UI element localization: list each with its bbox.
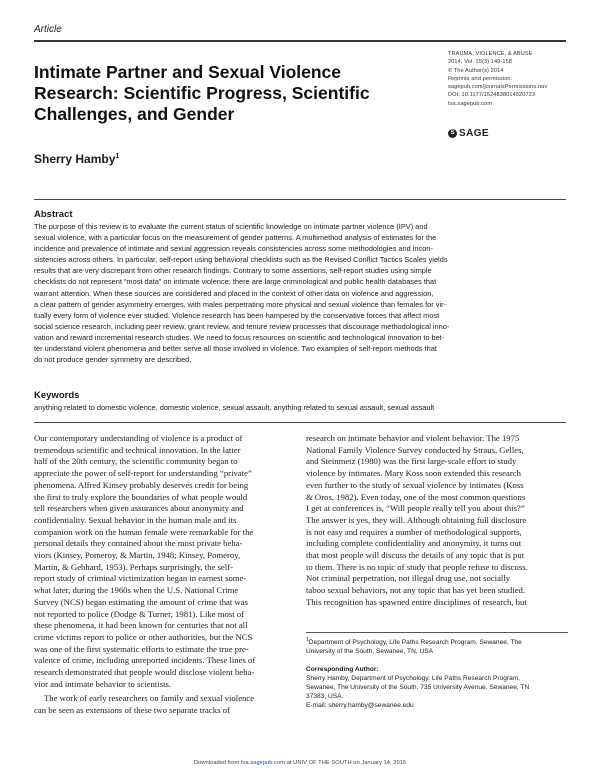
keywords-heading: Keywords [34,390,80,401]
abstract-line: warrant attention. When these sources are considered and placed in the context of other data on violence and aggression, [34,288,434,298]
body-line: research demonstrated that people would disclose violent beha- [34,667,255,678]
body-line: tremendous scientific and technical innovation. In the latter [34,444,241,455]
body-line: appreciate the power of self-report for understanding “private” [34,468,252,479]
body-line: valence of crime, including unreported incidents. These lines of [34,655,256,666]
body-line: taboo sexual behaviors, not any topic that has yet been studied. [306,585,526,596]
body-line: This recognition has spawned entire disciplines of research, but [306,596,527,607]
abstract-line: checklists do not represent “most data” on intimate violence; there are large criminological and public health databases that [34,277,437,287]
journal-info [448,50,578,108]
title-line: Research: Scientific Progress, Scientific [34,83,370,103]
permissions-link[interactable]: sagepub.com/journalsPermissions.nav [448,84,548,91]
body-line: & Oros, 1982). Even today, one of the most common questions [306,491,526,502]
doi[interactable]: DOI: 10.1177/1524838014520723 [448,92,536,99]
body-line: was one of the first systematic efforts to estimate the true pre- [34,643,249,654]
body-column-right [306,433,568,609]
body-line: Martin, & Gebhard, 1953). Perhaps surprisingly, the self- [34,561,233,572]
abstract-heading: Abstract [34,209,73,220]
affiliation-line: $^1$Department of Psychology, Life Paths Research Program, Sewanee, The [306,637,522,647]
abstract-line: The purpose of this review is to evaluate the current status of scientific knowledge on intimate partner violence (IPV) and [34,222,428,231]
body-line: Our contemporary understanding of violence is a product of [34,433,243,443]
body-line: research on intimate behavior and violent behavior. The 1975 [306,433,520,443]
abstract-line: social science research, including peer review, grant review, and tenure review processes that discourage methodological inno- [34,321,450,331]
footnote [306,636,568,711]
abstract-line: a clear pattern of gender asymmetry emerges, with males perpetrating more physical and sexual violence than females for vir- [34,299,447,309]
article-type-label: Article [34,24,62,35]
abstract-line: incidence and prevalence of intimate and sexual aggression reveals consistencies across some methodologies and incon- [34,244,433,254]
body-line: can be seen as extensions of these two separate tracks of [34,705,230,716]
title-line: Challenges, and Gender [34,104,235,124]
corresponding-line: Sewanee, The University of the South, 735 University Avenue, Sewanee, TN [306,684,530,691]
journal-url[interactable]: tva.sagepub.com [448,100,493,107]
body-line: personal details they contained about the most private beha- [34,538,243,549]
article-title [34,62,414,125]
abstract-line: tually every form of violence ever studied. Violence research has been hampered by the conservative forces that affect most [34,310,440,320]
body-line: and Steinmetz (1980) was the first large-scale effort to study [306,456,517,467]
corresponding-line: Sherry Hamby, Department of Psychology, Life Paths Research Program, [306,674,521,682]
body-line: violence by intimates. Mary Koss soon extended this research [306,468,521,479]
body-line: report study of criminal victimization began in earnest some- [34,573,247,584]
corresponding-line: 37383, USA. [306,693,344,701]
abstract-text [34,221,566,365]
title-line: Intimate Partner and Sexual Violence [34,62,342,82]
body-line: viors (Kinsey, Pomeroy, & Martin, 1948; Kinsey, Pomeroy, [34,550,241,561]
body-line: including complete confidentiality and anonymity, it turns out [306,538,522,549]
body-line: confidentiality. Sexual behavior in the human male and its [34,514,237,525]
journal-volume: 2014, Vol. 15(3) 149-158 [448,59,512,66]
footnote-divider [306,632,568,633]
journal-name: TRAUMA, VIOLENCE, & ABUSE [448,51,533,57]
body-line: The answer is yes, they will. Although obtaining full disclosure [306,514,527,525]
keywords-text: anything related to domestic violence, domestic violence, sexual assault, anything related to sexual assault, sexual assault [34,403,435,412]
body-line: these phenomena, it had been known for centuries that not all [34,620,248,631]
download-link[interactable]: tva.sagepub.com [240,760,286,766]
copyright: © The Author(s) 2014 [448,67,504,74]
body-line: I get at conferences is, “Will people really tell you about this?” [306,503,525,514]
reprints-label: Reprints and permission: [448,75,513,82]
body-line: The work of early researchers on family and sexual violence [44,693,255,704]
body-line: to them. There is no topic of study that people refuse to discuss. [306,561,528,572]
top-divider [34,40,566,42]
author-name: Sherry Hamby$^1$ [34,152,120,166]
affiliation-line: University of the South, Sewanee, TN, USA [306,648,434,656]
corresponding-author-heading: Corresponding Author: [306,665,379,673]
body-line: tell researchers when given assurances about anonymity and [34,503,244,514]
publisher-logo [448,128,489,139]
body-line: phenomena. Alfred Kinsey probably deserves credit for being [34,479,249,490]
sage-wordmark: SAGE [459,128,489,139]
abstract-line: ter understand violent phenomena and better serve all those involved in violence. Two examples of self-report methods that [34,344,437,354]
body-line: vior and intimate behavior to scientists. [34,678,172,689]
body-line: Survey (NCS) began estimating the amount of crime that was [34,596,249,607]
keywords-divider [34,422,566,423]
sage-logo-icon: S [448,129,457,138]
body-line: that most people will discuss the details of any topic that is put [306,550,525,561]
abstract-line: vation and reward incremental research studies. We need to focus resources on scientific and technological innovation to bet- [34,332,445,342]
body-line: even further to the study of sexual violence by intimates (Koss [306,479,524,490]
email-link[interactable]: E-mail: sherry.hamby@sewanee.edu [306,702,414,710]
body-line: crime victims report to police or other authorities, but the NCS [34,631,253,642]
abstract-line: sistencies across others. In particular, self-report using behavioral checklists such as the Revised Conflict Tactics Scales yields [34,255,448,265]
body-line: companion work on the human female were remarkable for the [34,526,254,537]
abstract-line: do not produce gender symmetry are described. [34,355,192,365]
body-line: Not criminal perpetration, not illegal drug use, not socially [306,573,511,584]
body-line: half of the 20th century, the scientific community began to [34,456,238,467]
body-line: the first to truly explore the boundaries of what people would [34,491,248,502]
abstract-line: sexual violence, with a particular focus on the measurement of gender patterns. A multimethod analysis of estimates for the [34,233,437,243]
abstract-line: results that are very discrepant from other research findings. Contrary to some assertions, self-report studies using simple [34,266,432,276]
body-line: not reported to police (Dodge & Turner, 1981). Like most of [34,608,245,619]
download-note: Downloaded from tva.sagepub.com at UNIV OF THE SOUTH on January 14, 2015 [193,760,407,766]
author-affil-mark: 1 [115,153,120,160]
body-line: National Family Violence Survey conducted by Straus, Gelles, [306,444,524,455]
abstract-divider [34,199,566,200]
body-line: what later, during the 1960s when the U.S. National Crime [34,585,239,596]
body-line: is not easy and requires a number of methodological supports, [306,526,522,537]
body-column-left [34,433,296,717]
